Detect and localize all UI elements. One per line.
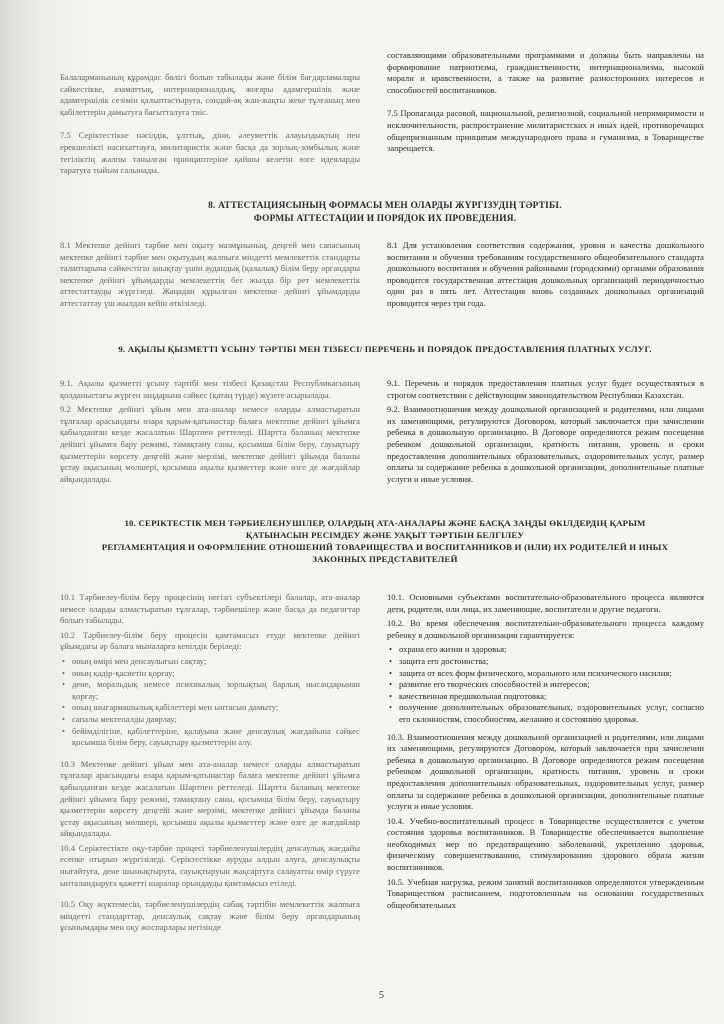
list-item: • получение дополнительных образовательных, оздоровительных услуг, согласно его склонностям, способностям, желанию и состоянию здоровья. <box>399 702 704 725</box>
list-item: • оның қадір-қасиетін қорғау; <box>72 668 360 680</box>
paragraph: 10.1. Основными субъектами воспитательно-образовательного процесса являются дети, родители, или лица, их заменяющие, воспитатели и другие педагоги. <box>387 592 704 614</box>
section-8-heading <box>70 200 700 225</box>
list-item: • дене, моральдық немесе психикалық зорлықтың барлық нысандарынан қорғау; <box>72 679 360 702</box>
section-10-right-column <box>387 592 704 914</box>
paragraph: 10.2 Тәрбиелеу-білім беру процесін қамтамасыз етуде мектепке дейінгі ұйымдағы әр балаға мыналарға кепілдік беріледі: <box>60 629 360 652</box>
list-item: • качественная предшкольная подготовка; <box>399 691 704 703</box>
list-item: • охрана его жизни и здоровья; <box>399 644 704 656</box>
list-item: • сапалы мектепалды даярлау; <box>72 714 360 726</box>
paragraph: Балаларманының құрамдас бөлігі болып табылады және білім бағдарламалары сәйкестікке, азаматтық, интернационалдық, жоғары адамгершілік және адамгершілік сезімін қалыптастыруға, сондай-ақ жан-жақты жеке тұлғаның мен қабілеттерін дамытуға бағытталуға тиіс. <box>60 72 360 117</box>
page-number: 5 <box>379 990 384 1001</box>
paragraph: 7.5 Серіктестікке нәсілдік, ұлттық, діни, әлеуметтік алауыздықтың пен ерекшелікті насихаттауға, милитаристік және басқа да зорлық-зомбылық және тегіліктің жалпы танылған принциптеріне қайшы келетін өзге идеяларды таратуға тыйым салынады. <box>60 130 360 176</box>
section-10-title-kz-2: ҚАТЫНАСЫН РЕСІМДЕУ ЖӘНЕ УАҚЫТ ТӘРТІБІН БЕЛГІЛЕУ <box>245 530 525 540</box>
paragraph: составляющими образовательными программами и должны быть направлены на формирование патриотизма, гражданственности, интернационализма, высокой морали и нравственности, а также на развитие разносторонних интересов и способностей воспитанников. <box>387 50 704 95</box>
section-8-left-column <box>60 240 360 313</box>
section-8-title-kz: 8. АТТЕСТАЦИЯСЫНЫҢ ФОРМАСЫ МЕН ОЛАРДЫ ЖҮРГІЗУДІҢ ТӘРТІБІ. <box>208 201 562 211</box>
paragraph: 10.5 Оқу жүктемесін, тәрбиеленушілердің сабақ тәртібін мемлекеттік жалпыға міндетті стандарттар, денсаулық сақтау және білім беру органдарының ұсынымдары мен оқу жоспарлары негізінде <box>60 899 360 933</box>
paragraph: 8.1 Для установления соответствия содержания, уровня и качества дошкольного воспитания и обучения требованиям государственного общеобязательного стандарта дошкольного воспитания и обучения районными (городскими) органами образования проводится государственная аттестация дошкольных организаций периодичностью один раз в пять лет. Аттестация вновь созданных дошкольных организаций проводится через три года. <box>387 240 704 308</box>
section-8-right-column <box>387 240 704 313</box>
paragraph: 7.5 Пропаганда расовой, национальной, религиозной, социальной непримиримости и исключительности, распространение милитаристских и иных идей, противоречащих общепризнанным принципам международного права и гуманизма, в Товариществе запрещается. <box>387 108 704 154</box>
top-right-column <box>387 50 704 158</box>
section-8-title-ru: ФОРМЫ АТТЕСТАЦИИ И ПОРЯДОК ИХ ПРОВЕДЕНИЯ. <box>253 213 517 224</box>
paragraph: 9.1. Ақылы қызметті ұсыну тәртібі мен тізбесі Қазақстан Республикасының қолданыстағы жүрген заңдарына сәйкес (қатаң түрде) жүзеге асырылады. <box>60 378 360 400</box>
paragraph: 10.3. Взаимоотношения между дошкольной организацией и родителями, или лицами их заменяющими, регулируются Договором, который заключается при зачислении ребенка в дошкольную организацию. В Договоре определяются режим посещения ребенком дошкольной организации, кратность питания, уровень и сроки предоставления дополнительных образовательных, оздоровительных услуг, размер оплаты за содержание ребенка в дошкольной организации, дополнительные платные услуги и иные условия. <box>387 731 704 812</box>
guarantee-list <box>387 644 704 725</box>
paragraph: 9.1. Перечень и порядок предоставления платных услуг будет осуществляться в строгом соответствии с действующим законодательством Республики Казахстан. <box>387 378 704 400</box>
section-10-left-column <box>60 592 360 937</box>
top-left-column <box>60 72 360 180</box>
list-item: • бейімділігіне, қабілеттеріне, қалауына және денсаулық жағдайына сәйкес қосымша білім беру, сауықтыру қызметтерін алу. <box>72 726 360 749</box>
list-item: • развитие его творческих способностей и интересов; <box>399 679 704 691</box>
section-10-title-ru-2: ЗАКОННЫХ ПРЕДСТАВИТЕЛЕЙ <box>312 554 458 564</box>
section-10-heading <box>70 517 700 565</box>
section-10-title-ru-1: РЕГЛАМЕНТАЦИЯ И ОФОРМЛЕНИЕ ОТНОШЕНИЙ ТОВАРИЩЕСТВА И ВОСПИТАННИКОВ И (ИЛИ) ИХ РОДИТЕЛЕЙ И ИНЫХ <box>101 542 669 552</box>
section-9-heading <box>70 343 700 356</box>
paragraph: 8.1 Мектепке дейінгі тәрбие мен оқыту мазмұнының, деңгей мен сапасының мектепке дейінгі тәрбие мен оқытудың жалпыға міндетті мемлекеттік стандарты талаптарына сәйкестігін анықтау үшін аудандық (қалалық) білім беру органдары мектепке дейінгі ұйымдарды мемлекеттік бес жылда бір рет мемлекеттік аттестаттауды жүргізеді. Жаңадан құрылған мектепке дейінгі ұйымдарды аттестаттау үш жылдан кейін өткізіледі. <box>60 240 360 308</box>
paragraph: 9.2. Взаимоотношения между дошкольной организацией и родителями, или лицами их заменяющими, регулируются Договором, который заключается при зачислении ребенка в дошкольную организацию. В Договоре определяются режим посещения ребенком дошкольной организации, кратность питания, уровень и сроки предоставления дополнительных образовательных, оздоровительных услуг, размер оплаты за содержание ребенка в дошкольной организации, дополнительные платные услуги и иные условия. <box>387 404 704 484</box>
paragraph: 9.2 Мектепке дейінгі ұйым мен ата-аналар немесе оларды алмастыратын тұлғалар арасындағы өзара қарым-қатынастар балаға мектепке дейінгі ұйымға қабылданған кезде жасалатын Шартпен реттеледі. Шартта баланың мектепке дейінгі ұйымға бару режимі, тамақтану саны, қосымша білім беру, сауықтыру қызметтерін көрсету деңгейі және мерзімі, мектепке дейінгі ұйымда баланы ұстау ақысының мөлшері, қосымша ақылы қызметтер және өзге де жағдайлар айқындалады. <box>60 404 360 484</box>
paragraph: 10.5. Учебная нагрузка, режим занятий воспитанников определяются утвержденным Товариществом расписанием, подготовленным на основании государственных общеобязательных <box>387 876 704 910</box>
section-10-title-kz-1: 10. СЕРІКТЕСТІК МЕН ТӘРБИЕЛЕНУШІЛЕР, ОЛАРДЫҢ АТА-АНАЛАРЫ ЖӘНЕ БАСҚА ЗАҢДЫ ӨКІЛДЕРДІҢ ҚАРЫМ <box>124 518 646 528</box>
list-item: • оның шығармашылық қабілеттері мен ынтасын дамыту; <box>72 702 360 714</box>
guarantee-list <box>60 656 360 749</box>
section-9-left-column <box>60 378 360 488</box>
paragraph: 10.2. Во время обеспечения воспитательно-образовательного процесса каждому ребенку в дошкольной организации гарантируется: <box>387 618 704 640</box>
section-9-title: 9. АҚЫЛЫ ҚЫЗМЕТТІ ҰСЫНУ ТӘРТІБІ МЕН ТІЗБЕСІ/ ПЕРЕЧЕНЬ И ПОРЯДОК ПРЕДОСТАВЛЕНИЯ ПЛАТНЫХ УСЛУГ. <box>118 344 652 354</box>
paragraph: 10.3 Мектепке дейінгі ұйым мен ата-аналар немесе оларды алмастыратын тұлғалар арасындағы өзара қарым-қатынастар балаға мектепке дейінгі ұйымға қабылданған кезде жасалатын Шартпен реттеледі. Шартта баланың мектепке дейінгі ұйымға бару режимі, тамақтану саны, қосымша білім беру, сауықтыру қызметтерін көрсету деңгейі және мерзімі, мектепке дейінгі ұйымда баланы ұстау ақысының мөлшері, қосымша ақылы қызметтер және өзге де жағдайлар айқындалады. <box>60 758 360 839</box>
list-item: • оның өмірі мен денсаулығын сақтау; <box>72 656 360 668</box>
paragraph: 10.4. Учебно-воспитательный процесс в Товариществе осуществляется с учетом состояния здоровья воспитанников. В Товариществе обеспечивается выполнение необходимых мер по предотвращению заболеваний, укреплению здоровья, физическому совершенствованию, стимулированию здорового образа жизни воспитанников. <box>387 815 704 873</box>
section-9-right-column <box>387 378 704 488</box>
list-item: • защита его достоинства; <box>399 656 704 668</box>
list-item: • защита от всех форм физического, морального или психического насилия; <box>399 668 704 680</box>
paragraph: 10.4 Серіктестікте оқу-тәрбие процесі тәрбиеленушілердің денсаулық жағдайы есепке отырып жүргізіледі. Серіктестікке ауруды алдын алуға, денсаулықты нығайтуға, дене шынықтыруға, сауықтыруын жақсартуға салауатты өмір сүруге ынталандыруға қажетті шаралар орындауды қамтамасыз етіледі. <box>60 842 360 888</box>
paragraph: 10.1 Тәрбиелеу-білім беру процесінің негізгі субъектілері балалар, ата-аналар немесе оларды алмастыратын тұлғалар, тәрбиешілер және басқа да педагогтар болып табылады. <box>60 592 360 626</box>
